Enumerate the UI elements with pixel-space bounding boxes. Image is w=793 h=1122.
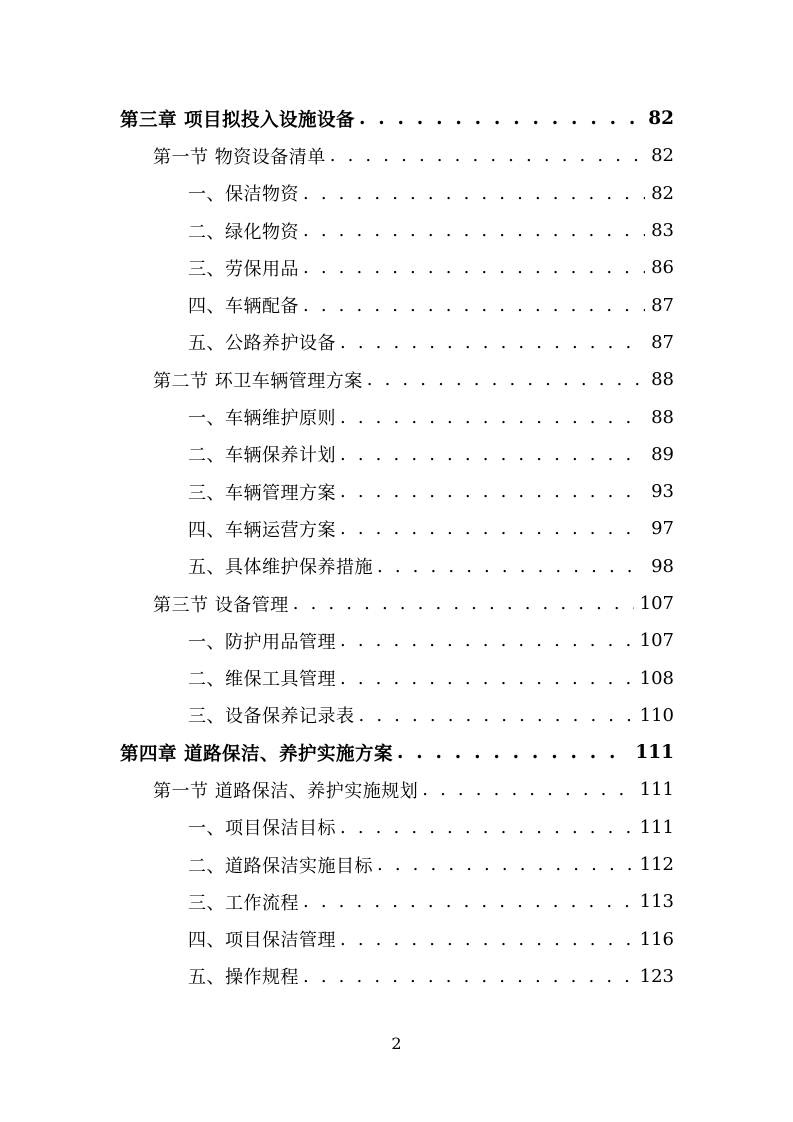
toc-dot-leader: [367, 369, 645, 390]
toc-entry[interactable]: [120, 734, 674, 771]
toc-entry-page: 107: [639, 630, 674, 652]
toc-entry[interactable]: [120, 510, 674, 547]
toc-entry[interactable]: [120, 100, 674, 137]
toc-dot-leader: [303, 891, 634, 912]
toc-entry-title: 五、操作规程: [188, 967, 299, 989]
toc-entry-title: 三、设备保养记录表: [188, 706, 355, 728]
toc-entry-page: 112: [639, 854, 674, 876]
toc-entry-page: 111: [635, 742, 674, 764]
toc-entry[interactable]: [120, 771, 674, 808]
toc-dot-leader: [303, 183, 645, 204]
toc-entry-title: 二、道路保洁实施目标: [188, 855, 373, 877]
toc-dot-leader: [340, 407, 645, 428]
toc-dot-leader: [340, 444, 645, 465]
toc-entry[interactable]: [120, 921, 674, 958]
toc-dot-leader: [303, 295, 645, 316]
toc-entry[interactable]: [120, 286, 674, 323]
toc-entry[interactable]: [120, 809, 674, 846]
toc-entry-title: 五、具体维护保养措施: [188, 557, 373, 579]
toc-entry-page: 88: [651, 369, 674, 391]
toc-dot-leader: [340, 332, 645, 353]
toc-entry[interactable]: [120, 473, 674, 510]
toc-dot-leader: [340, 518, 645, 539]
toc-dot-leader: [377, 556, 645, 577]
toc-dot-leader: [303, 966, 634, 987]
toc-entry-page: 87: [651, 331, 674, 353]
toc-entry-title: 四、项目保洁管理: [188, 930, 336, 952]
toc-entry-title: 第二节 环卫车辆管理方案: [153, 370, 363, 392]
toc-entry[interactable]: [120, 883, 674, 920]
toc-entry-title: 一、防护用品管理: [188, 631, 336, 653]
toc-entry-title: 第四章 道路保洁、养护实施方案: [120, 743, 393, 765]
toc-entry[interactable]: [120, 361, 674, 398]
toc-entry-page: 108: [639, 667, 674, 689]
toc-entry-title: 第一节 物资设备清单: [153, 146, 326, 168]
toc-entry[interactable]: [120, 659, 674, 696]
toc-entry-title: 一、车辆维护原则: [188, 408, 336, 430]
toc-entry[interactable]: [120, 958, 674, 995]
toc-entry-title: 第一节 道路保洁、养护实施规划: [153, 780, 419, 802]
toc-entry-page: 82: [648, 108, 674, 130]
toc-dot-leader: [330, 145, 645, 166]
toc-entry-page: 93: [651, 481, 674, 503]
toc-entry-page: 116: [639, 928, 674, 950]
toc-entry[interactable]: [120, 585, 674, 622]
toc-entry-title: 五、公路养护设备: [188, 333, 336, 355]
toc-entry-title: 三、劳保用品: [188, 258, 299, 280]
toc-entry-page: 88: [651, 406, 674, 428]
toc-entry-page: 83: [651, 220, 674, 242]
toc-dot-leader: [303, 257, 645, 278]
toc-entry[interactable]: [120, 548, 674, 585]
toc-entry[interactable]: [120, 175, 674, 212]
toc-dot-leader: [377, 854, 634, 875]
toc-entry-page: 123: [639, 965, 674, 987]
toc-entry-title: 四、车辆运营方案: [188, 519, 336, 541]
toc-dot-leader: [397, 742, 629, 763]
toc-entry[interactable]: [120, 697, 674, 734]
toc-dot-leader: [340, 630, 634, 651]
toc-entry[interactable]: [120, 212, 674, 249]
toc-entry[interactable]: [120, 622, 674, 659]
toc-entry-title: 二、车辆保养计划: [188, 445, 336, 467]
toc-entry-page: 111: [639, 779, 674, 801]
toc-entry[interactable]: [120, 249, 674, 286]
toc-dot-leader: [422, 779, 633, 800]
toc-entry[interactable]: [120, 436, 674, 473]
toc-entry-page: 107: [639, 593, 674, 614]
toc-entry-title: 第三章 项目拟投入设施设备: [120, 109, 355, 131]
toc-dot-leader: [293, 593, 634, 614]
toc-entry-page: 86: [651, 257, 674, 279]
toc-entry-page: 110: [639, 704, 674, 726]
toc-entry[interactable]: [120, 324, 674, 361]
toc-entry-title: 四、车辆配备: [188, 296, 299, 318]
toc-entry[interactable]: [120, 398, 674, 435]
toc-entry[interactable]: [120, 846, 674, 883]
toc-dot-leader: [303, 220, 645, 241]
toc-entry-page: 98: [651, 555, 674, 577]
toc-dot-leader: [359, 108, 642, 129]
table-of-contents: [120, 100, 674, 995]
toc-entry-page: 87: [651, 294, 674, 316]
toc-entry-title: 第三节 设备管理: [153, 594, 289, 616]
toc-entry-page: 97: [651, 518, 674, 540]
toc-dot-leader: [340, 668, 634, 689]
toc-dot-leader: [340, 929, 634, 950]
toc-entry-page: 113: [639, 891, 674, 913]
toc-entry-title: 一、项目保洁目标: [188, 818, 336, 840]
toc-dot-leader: [340, 481, 645, 502]
toc-entry-page: 89: [651, 443, 674, 465]
toc-dot-leader: [359, 705, 634, 726]
toc-entry-title: 二、绿化物资: [188, 221, 299, 243]
toc-entry-title: 二、维保工具管理: [188, 669, 336, 691]
toc-dot-leader: [340, 817, 634, 838]
page-number: 2: [391, 1034, 402, 1053]
toc-entry-title: 三、车辆管理方案: [188, 482, 336, 504]
toc-entry-title: 三、工作流程: [188, 892, 299, 914]
toc-entry-page: 111: [639, 816, 674, 838]
toc-entry-page: 82: [651, 182, 674, 204]
toc-entry-title: 一、保洁物资: [188, 184, 299, 206]
toc-entry[interactable]: [120, 137, 674, 174]
toc-entry-page: 82: [651, 145, 674, 167]
